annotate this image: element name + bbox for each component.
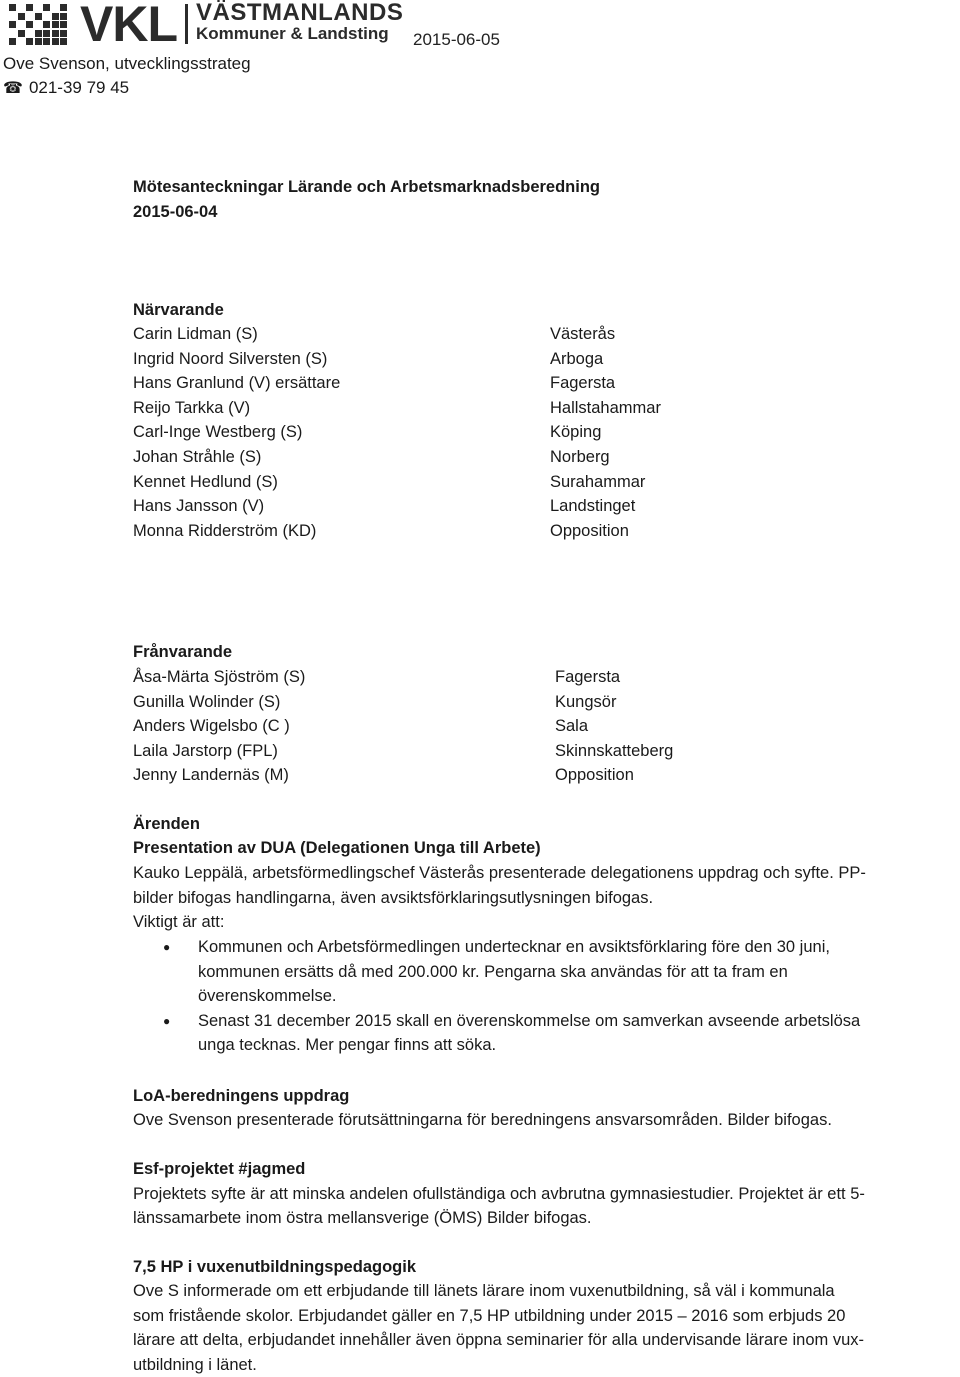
logo-square	[52, 38, 59, 45]
present-person-name: Reijo Tarkka (V)	[133, 398, 251, 417]
logo-square	[26, 38, 33, 45]
logo-short-name: VKL	[80, 0, 177, 52]
absent-person-place: Kungsör	[555, 692, 617, 711]
logo-line-2: Kommuner & Landsting	[196, 24, 389, 43]
present-person-place: Fagersta	[550, 374, 616, 393]
present-person-place: Arboga	[550, 349, 604, 368]
present-person-place: Köping	[550, 423, 602, 442]
logo-square	[9, 21, 16, 28]
present-person-name: Hans Jansson (V)	[133, 497, 265, 516]
logo-square	[52, 30, 59, 37]
absent-person-place: Skinnskatteberg	[555, 741, 674, 760]
logo-square	[43, 30, 50, 37]
loa-text: Ove Svenson presenterade förutsättningarna för beredningens ansvarsområden. Bilder bifogas.	[133, 1111, 832, 1129]
absent-person-name: Gunilla Wolinder (S)	[133, 692, 281, 711]
dua-bullet-line: ● Kommunen och Arbetsförmedlingen undertecknar en avsiktsförklaring före den 30 juni,	[198, 938, 830, 956]
present-person-name: Kennet Hedlund (S)	[133, 472, 278, 491]
dua-text-line-1: Kauko Leppälä, arbetsförmedlingschef Västerås presenterade delegationens uppdrag och syfte. PP-	[133, 864, 866, 882]
dua-bullet-line: överenskommelse.	[198, 987, 337, 1006]
absent-heading: Frånvarande	[133, 643, 233, 661]
present-names	[133, 322, 550, 543]
hp-text-line: Ove S informerade om ett erbjudande till länets lärare inom vuxenutbildning, så väl i kommunala	[133, 1282, 835, 1300]
dua-bullet-item	[133, 935, 923, 1009]
present-person-place: Norberg	[550, 447, 610, 466]
present-person-name: Johan Stråhle (S)	[133, 447, 262, 466]
absent-list	[133, 665, 673, 788]
present-person-place: Västerås	[550, 325, 616, 343]
loa-title: LoA-beredningens uppdrag	[133, 1087, 350, 1105]
absent-person-place: Fagersta	[555, 668, 621, 686]
absent-person-name: Anders Wigelsbo (C )	[133, 717, 290, 736]
logo-divider	[185, 4, 188, 44]
present-person-name: Carin Lidman (S)	[133, 325, 258, 343]
logo-square	[35, 13, 42, 20]
vkl-logo	[8, 0, 404, 52]
present-list	[133, 322, 661, 543]
dua-important-label: Viktigt är att:	[133, 913, 225, 931]
hp-text-line: som fristående skolor. Erbjudandet gäller en 7,5 HP utbildning under 2015 – 2016 som erbjuds 20	[133, 1306, 846, 1325]
logo-square	[43, 38, 50, 45]
logo-square	[35, 30, 42, 37]
logo-square	[9, 4, 16, 11]
absent-person-name: Åsa-Märta Sjöström (S)	[133, 668, 306, 686]
present-person-name: Carl-Inge Westberg (S)	[133, 423, 303, 442]
esf-text-line-1: Projektets syfte är att minska andelen ofullständiga och avbrutna gymnasiestudier. Projektet är ett 5-	[133, 1185, 865, 1203]
matters-heading: Ärenden	[133, 815, 200, 833]
logo-square	[60, 30, 67, 37]
dua-bullet-line: ● Senast 31 december 2015 skall en överenskommelse om samverkan avseende arbetslösa	[198, 1011, 861, 1030]
header-author: Ove Svenson, utvecklingsstrateg	[3, 54, 251, 73]
logo-line-1: VÄSTMANLANDS	[196, 0, 404, 26]
document-title: Mötesanteckningar Lärande och Arbetsmarknadsberedning	[133, 178, 601, 196]
esf-text-line-2: länssamarbete inom östra mellansverige (ÖMS) Bilder bifogas.	[133, 1209, 592, 1227]
header-phone	[3, 78, 129, 98]
logo-square	[35, 38, 42, 45]
logo-square	[60, 21, 67, 28]
logo-square	[52, 21, 59, 28]
dua-bullet-line: unga tecknas. Mer pengar finns att söka.	[198, 1036, 497, 1055]
telephone-icon: ☎	[3, 80, 23, 97]
hp-title: 7,5 HP i vuxenutbildningspedagogik	[133, 1258, 416, 1276]
hp-text-line: utbildning i länet.	[133, 1355, 257, 1374]
hp-text	[133, 1279, 923, 1377]
absent-names	[133, 665, 555, 788]
dua-bullet-list	[133, 935, 923, 1058]
hp-text-line: lärare att delta, erbjudandet innehåller även öppna seminarier för alla undervisande lärare inom vux-	[133, 1331, 865, 1350]
logo-square	[9, 38, 16, 45]
dua-title: Presentation av DUA (Delegationen Unga till Arbete)	[133, 839, 541, 857]
dua-bullet-item	[133, 1009, 923, 1058]
logo-organisation-name	[196, 2, 403, 44]
present-person-place: Surahammar	[550, 472, 646, 491]
logo-square	[26, 4, 33, 11]
document-date: 2015-06-04	[133, 203, 218, 221]
present-heading: Närvarande	[133, 301, 224, 319]
present-person-place: Landstinget	[550, 497, 636, 516]
present-places	[550, 322, 661, 543]
present-person-name: Ingrid Noord Silversten (S)	[133, 349, 328, 368]
absent-person-place: Sala	[555, 717, 589, 736]
logo-square	[18, 13, 25, 20]
absent-places	[555, 665, 673, 788]
logo-square	[18, 30, 25, 37]
logo-square	[52, 13, 59, 20]
present-person-name: Monna Ridderström (KD)	[133, 521, 317, 540]
present-person-name: Hans Granlund (V) ersättare	[133, 374, 341, 393]
logo-square	[43, 4, 50, 11]
absent-person-place: Opposition	[555, 766, 634, 785]
logo-square	[43, 21, 50, 28]
logo-square	[60, 13, 67, 20]
dua-bullet-line: kommunen ersätts då med 200.000 kr. Pengarna ska användas för att ta fram en	[198, 962, 788, 981]
absent-person-name: Jenny Landernäs (M)	[133, 766, 289, 785]
absent-person-name: Laila Jarstorp (FPL)	[133, 741, 278, 760]
logo-square	[60, 4, 67, 11]
esf-title: Esf-projektet #jagmed	[133, 1160, 306, 1178]
present-person-place: Opposition	[550, 521, 629, 540]
dua-text-line-2: bilder bifogas handlingarna, även avsiktsförklaringsutlysningen bifogas.	[133, 889, 654, 907]
phone-number: 021-39 79 45	[28, 78, 130, 97]
present-person-place: Hallstahammar	[550, 398, 661, 417]
logo-square	[60, 38, 67, 45]
header-date: 2015-06-05	[413, 30, 500, 49]
checkered-logo-icon	[8, 2, 72, 48]
logo-square	[26, 21, 33, 28]
